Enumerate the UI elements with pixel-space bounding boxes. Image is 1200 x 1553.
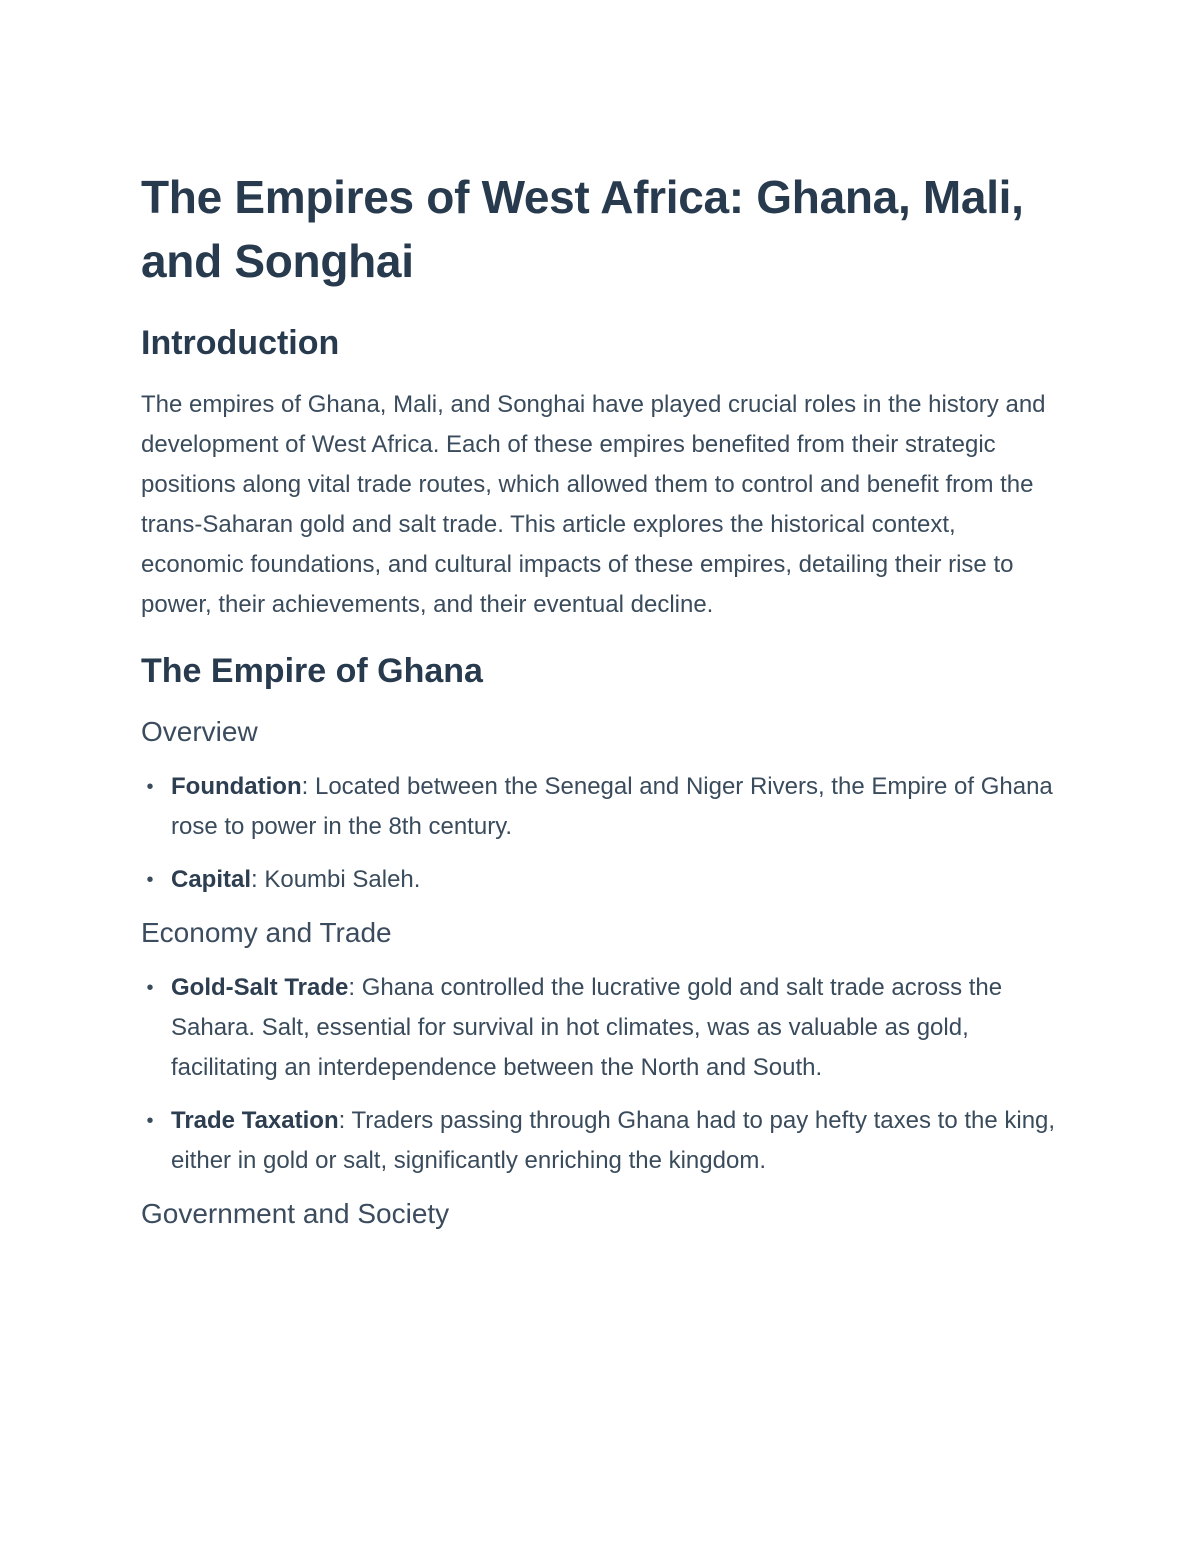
overview-list [141,767,1061,900]
introduction-heading: Introduction [141,324,340,362]
bullet-icon: • [146,869,154,891]
list-item-term: Capital [171,866,252,893]
list-item-term: Foundation [171,773,302,800]
list-item-text: : Located between the Senegal and Niger Rivers, the Empire of Ghana rose to power in the 8th century. [171,773,1053,840]
economy-list [141,968,1061,1181]
list-item-term: Trade Taxation [171,1107,339,1134]
document-title: The Empires of West Africa: Ghana, Mali, and Songhai [141,171,1024,287]
ghana-heading: The Empire of Ghana [141,652,483,690]
overview-heading: Overview [141,716,258,747]
list-item-gold-salt-trade [141,968,1061,1088]
list-item-foundation [141,767,1061,847]
list-item-text: : Traders passing through Ghana had to pay hefty taxes to the king, either in gold or salt, significantly enriching the kingdom. [171,1107,1056,1174]
list-item-trade-taxation [141,1101,1061,1181]
document-page [141,165,1061,1249]
list-item-term: Gold-Salt Trade [171,974,349,1001]
government-heading: Government and Society [141,1198,450,1229]
economy-heading: Economy and Trade [141,917,392,948]
bullet-icon: • [146,1110,154,1132]
list-item-capital [141,860,1061,900]
bullet-icon: • [146,776,154,798]
bullet-icon: • [146,977,154,999]
list-item-text: : Koumbi Saleh. [251,866,421,893]
list-item-text: : Ghana controlled the lucrative gold and salt trade across the Sahara. Salt, essential for survival in hot climates, was as valuable as gold, facilitating an interdependence between the North and South. [171,974,1003,1081]
introduction-paragraph: The empires of Ghana, Mali, and Songhai have played crucial roles in the history and development of West Africa. Each of these empires benefited from their strategic positions along vital trade routes, which allowed them to control and benefit from the trans-Saharan gold and salt trade. This article explores the historical context, economic foundations, and cultural impacts of these empires, detailing their rise to power, their achievements, and their eventual decline. [141,391,1046,618]
